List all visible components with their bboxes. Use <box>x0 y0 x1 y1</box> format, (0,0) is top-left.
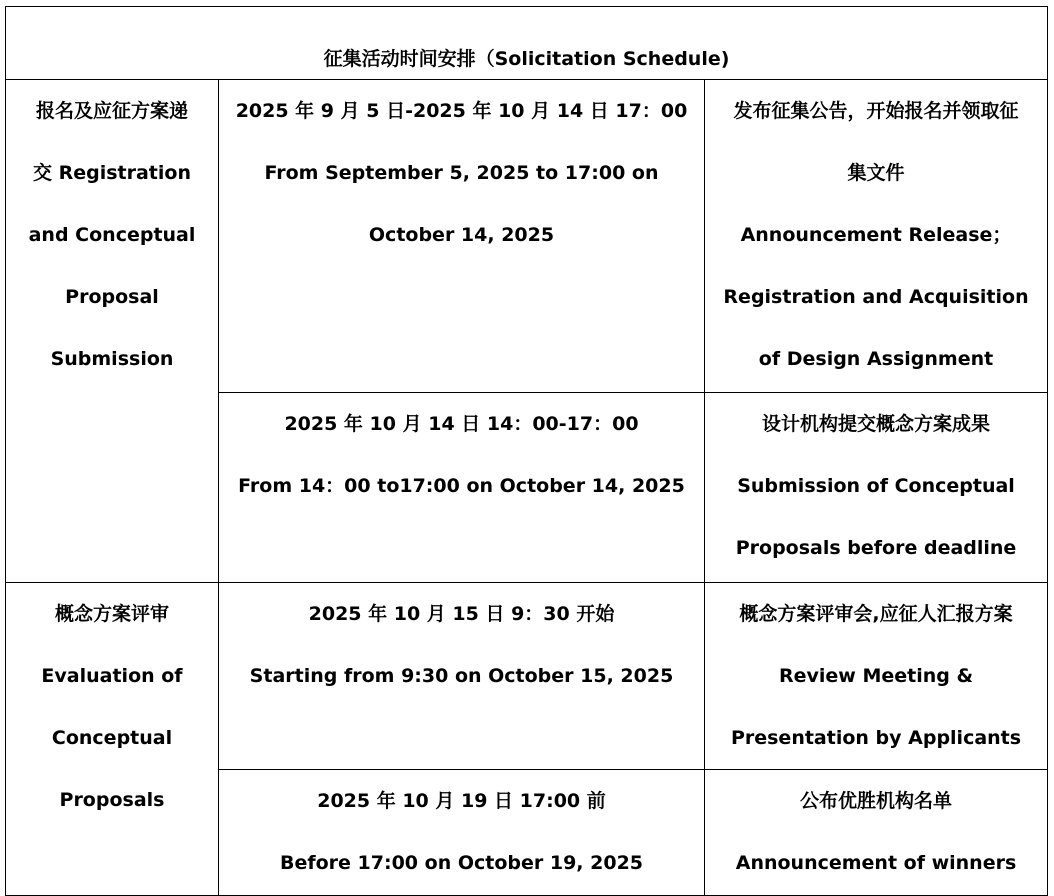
solicitation-schedule-table <box>5 6 1048 896</box>
time-line: 2025 年 10 月 15 日 9：30 开始 <box>308 603 615 625</box>
phase-line: 交 Registration <box>32 162 191 184</box>
phase-line: 报名及应征方案递 <box>35 100 188 122</box>
time-line: From 14：00 to17:00 on October 14, 2025 <box>238 475 685 497</box>
task-line: Registration and Acquisition <box>723 286 1029 308</box>
task-cell <box>705 393 1048 583</box>
phase-cell-evaluation <box>6 583 219 896</box>
table-row <box>6 80 1048 393</box>
time-line: From September 5, 2025 to 17:00 on <box>264 162 659 184</box>
time-line: 2025 年 9 月 5 日-2025 年 10 月 14 日 17：00 <box>235 100 688 122</box>
task-line: 概念方案评审会,应征人汇报方案 <box>739 603 1013 625</box>
time-line: Before 17:00 on October 19, 2025 <box>279 852 644 874</box>
phase-cell-registration <box>6 80 219 583</box>
task-line: 集文件 <box>847 162 905 184</box>
time-line: Starting from 9:30 on October 15, 2025 <box>249 665 674 687</box>
phase-line: Proposal <box>65 286 159 308</box>
phase-line: Proposals <box>59 789 165 811</box>
task-line: Submission of Conceptual <box>737 475 1015 497</box>
task-cell <box>705 770 1048 896</box>
task-line: Review Meeting & <box>778 665 974 687</box>
task-line: Proposals before deadline <box>735 537 1017 559</box>
phase-line: Conceptual <box>51 727 173 749</box>
schedule-title: 征集活动时间安排（Solicitation Schedule) <box>6 7 1048 80</box>
task-line: 发布征集公告，开始报名并领取征 <box>733 100 1019 122</box>
phase-line: Evaluation of <box>41 665 183 687</box>
time-cell <box>219 393 705 583</box>
phase-line: 概念方案评审 <box>54 603 169 625</box>
time-line: 2025 年 10 月 14 日 14：00-17：00 <box>284 413 639 435</box>
task-line: Announcement of winners <box>735 852 1017 874</box>
task-line: of Design Assignment <box>758 348 994 370</box>
table-header-row <box>6 7 1048 80</box>
task-line: Announcement Release； <box>740 224 1012 246</box>
task-cell <box>705 80 1048 393</box>
time-cell <box>219 770 705 896</box>
table-row <box>6 583 1048 770</box>
task-cell <box>705 583 1048 770</box>
time-cell <box>219 583 705 770</box>
time-line: October 14, 2025 <box>368 224 555 246</box>
task-line: 公布优胜机构名单 <box>800 790 953 812</box>
time-cell <box>219 80 705 393</box>
task-line: Presentation by Applicants <box>730 727 1022 749</box>
phase-line: and Conceptual <box>28 224 196 246</box>
task-line: 设计机构提交概念方案成果 <box>762 413 991 435</box>
phase-line: Submission <box>50 348 174 370</box>
time-line: 2025 年 10 月 19 日 17:00 前 <box>317 790 606 812</box>
